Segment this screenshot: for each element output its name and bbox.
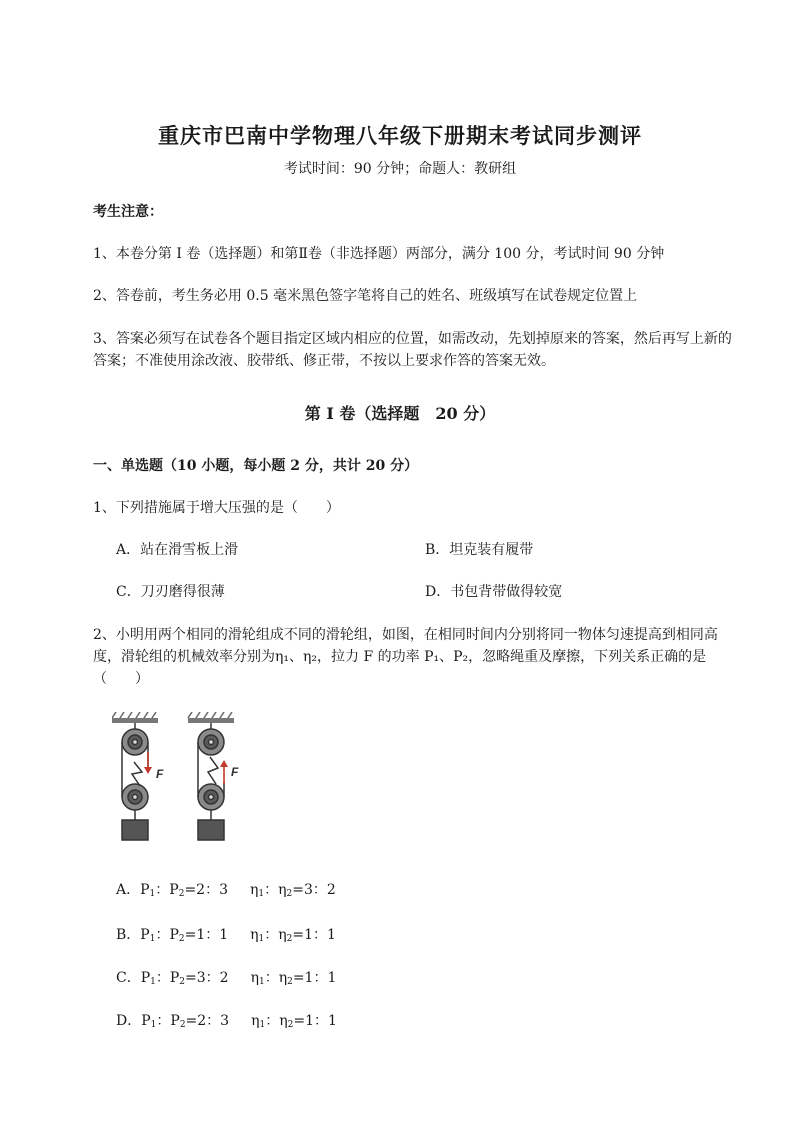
question-2-stem: 2、小明用两个相同的滑轮组成不同的滑轮组，如图，在相同时间内分别将同一物体匀速提高到相同高度，滑轮组的机械效率分别为η₁、η₂，拉力 F 的功率 P₁、P₂，忽略绳重及摩擦，下列关系正确的是（ ） <box>93 627 718 687</box>
q1-option-a: A．站在滑雪板上滑 <box>116 542 239 558</box>
q1-option-d: D．书包背带做得较宽 <box>425 584 563 600</box>
exam-info: 考试时间：90 分钟；命题人：教研组 <box>283 161 517 177</box>
q1-option-b: B．坦克装有履带 <box>425 542 534 558</box>
notice-heading: 考生注意： <box>93 204 163 220</box>
notice-item-2: 2、答卷前，考生务必用 0.5 毫米黑色签字笔将自己的姓名、班级填写在试卷规定位置上 <box>93 288 638 304</box>
q1-option-c: C．刀刃磨得很薄 <box>116 584 225 600</box>
notice-item-1: 1、本卷分第 I 卷（选择题）和第Ⅱ卷（非选择题）两部分，满分 100 分，考试时间 90 分钟 <box>93 246 665 262</box>
pulley-diagram <box>112 712 262 852</box>
question-1-stem: 1、下列措施属于增大压强的是（ ） <box>93 500 340 516</box>
q2-option-c: C．$P_1$：$P_2=3$：2 $\eta_1$：$\eta_2=1$：1 <box>116 970 337 987</box>
part-heading: 一、单选题（10 小题，每小题 2 分，共计 20 分） <box>93 458 419 474</box>
q2-option-b: B．$P_1$：$P_2=1$：1 $\eta_1$：$\eta_2=1$：1 <box>116 927 336 944</box>
section-title: 第 I 卷（选择题 20 分） <box>304 404 496 423</box>
q2-option-a: A．$P_1$：$P_2=2$：3 $\eta_1$：$\eta_2=3$：2 <box>116 882 336 899</box>
force-label-1: F <box>156 767 164 781</box>
notice-item-3: 3、答案必须写在试卷各个题目指定区域内相应的位置，如需改动，先划掉原来的答案，然后再写上新的答案；不准使用涂改液、胶带纸、修正带，不按以上要求作答的答案无效。 <box>93 331 732 369</box>
force-label-2: F <box>231 765 239 779</box>
force-arrow-down <box>144 752 152 774</box>
q2-option-d: D．$P_1$：$P_2=2$：3 $\eta_1$：$\eta_2=1$：1 <box>116 1013 337 1030</box>
force-arrow-up <box>220 760 228 784</box>
page-title: 重庆市巴南中学物理八年级下册期末考试同步测评 <box>158 123 642 148</box>
pulley-system-2 <box>188 712 234 840</box>
pulley-system-1 <box>112 712 158 840</box>
